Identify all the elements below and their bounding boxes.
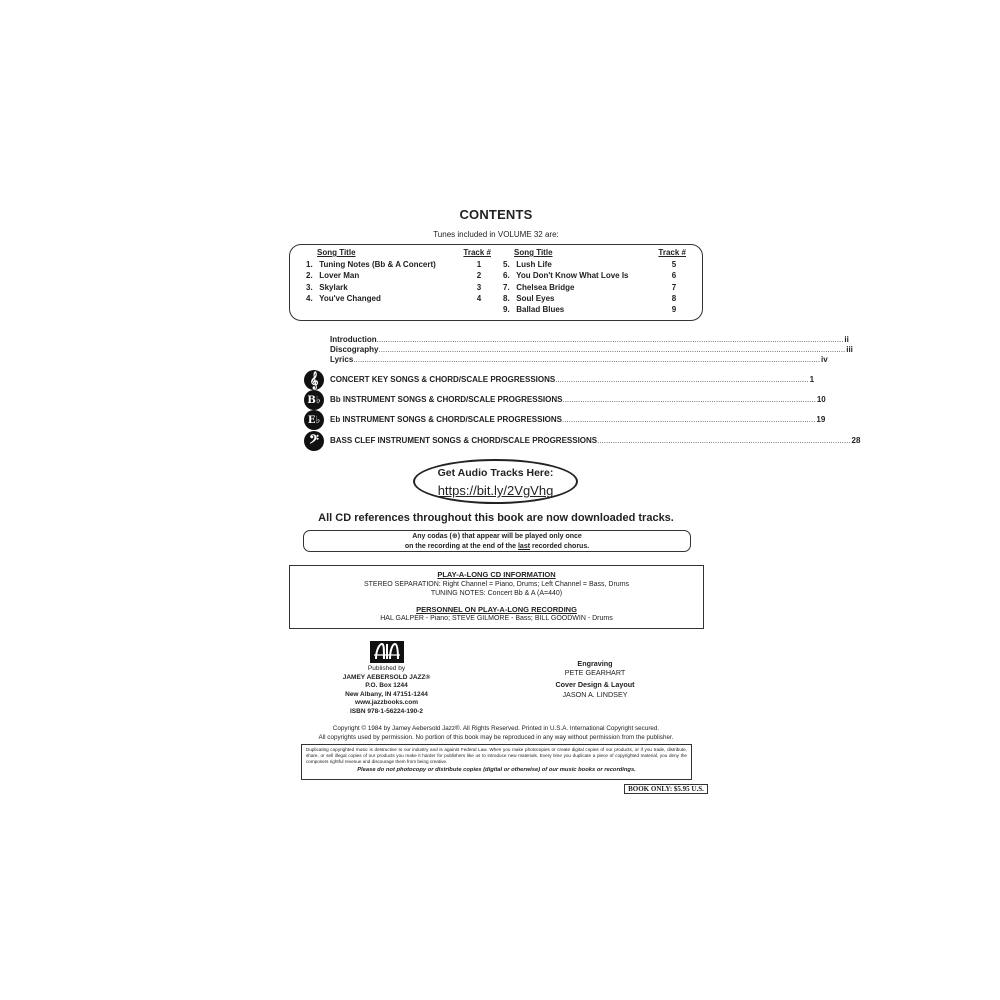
song-title: Ballad Blues [516, 305, 565, 315]
track-number: 5 [671, 260, 677, 269]
song-title: Lush Life [516, 260, 552, 269]
toc-label: Eb INSTRUMENT SONGS & CHORD/SCALE PROGRESSIONS [330, 415, 563, 424]
cd-info-tuning: TUNING NOTES: Concert Bb & A (A=440) [430, 590, 563, 597]
toc-page: iii [846, 345, 853, 354]
track-number: 3 [476, 282, 482, 292]
tunes-box [289, 244, 703, 321]
cover-label: Cover Design & Layout [555, 680, 635, 690]
published-by: Published by [367, 665, 406, 672]
toc-label: BASS CLEF INSTRUMENT SONGS & CHORD/SCALE PROGRESSIONS [330, 436, 598, 445]
tunes-header [503, 248, 686, 257]
toc-label: CONCERT KEY SONGS & CHORD/SCALE PROGRESSIONS [330, 375, 556, 384]
publisher-po-box: P.O. Box 1244 [365, 682, 408, 689]
tunes-column-left [306, 248, 491, 304]
toc-concert-key[interactable] [330, 375, 815, 384]
song-row [503, 304, 686, 315]
coda-note-pre: on the recording at the end of the [404, 542, 518, 550]
toc-lyrics[interactable] [330, 355, 828, 364]
cd-info-stereo: STEREO SEPARATION: Right Channel = Piano, Drums; Left Channel = Bass, Drums [363, 580, 630, 588]
song-row [306, 293, 491, 304]
song-title: You Don't Know What Love Is [516, 271, 629, 281]
e-flat-icon: E♭ [304, 410, 324, 430]
song-title: You've Changed [319, 293, 381, 303]
cover-name: JASON A. LINDSEY [562, 689, 628, 699]
price-tag: BOOK ONLY: $5.95 U.S. [624, 784, 708, 794]
toc-page: iv [821, 355, 828, 364]
toc-label: Introduction [330, 335, 377, 344]
leader-dots: .................................................................................................................................................................................................................. [376, 335, 844, 344]
toc-label: Bb INSTRUMENT SONGS & CHORD/SCALE PROGRESSIONS [330, 395, 563, 404]
coda-note-line2 [304, 542, 690, 552]
publisher-logo [370, 641, 404, 663]
coda-note-post: recorded chorus. [530, 542, 590, 550]
song-number: 4. [306, 293, 313, 303]
song-title: Lover Man [319, 271, 360, 281]
leader-dots: .................................................................................................................. [597, 436, 851, 445]
song-row [306, 270, 491, 281]
song-number: 7. [503, 282, 510, 292]
personnel-heading: PERSONNEL ON PLAY-A-LONG RECORDING [416, 604, 577, 614]
song-number: 2. [306, 271, 313, 281]
leader-dots: .................................................................................................................. [555, 375, 809, 384]
track-number: 2 [476, 271, 482, 281]
copyright-notice [0, 725, 992, 742]
audio-tracks-callout [413, 459, 578, 504]
song-row [306, 259, 491, 270]
coda-note-emphasis: last [517, 542, 531, 550]
track-number: 9 [671, 305, 677, 315]
toc-bass-clef[interactable] [330, 436, 861, 445]
track-header: Track # [658, 248, 686, 257]
credits [545, 659, 645, 699]
publisher-city: New Albany, IN 47151-1244 [345, 690, 428, 698]
song-row [306, 282, 491, 293]
coda-note-box [303, 530, 691, 552]
song-row [503, 270, 686, 281]
song-title: Tuning Notes (Bb & A Concert) [319, 260, 436, 269]
anti-piracy-emphasis: Please do not photocopy or distribute copies (digital or otherwise) of our music books or recordings. [357, 766, 636, 773]
toc-eb-instrument[interactable] [330, 415, 826, 424]
engraving-name: PETE GEARHART [564, 668, 626, 678]
toc-bb-instrument[interactable] [330, 395, 826, 404]
track-number: 1 [476, 260, 482, 269]
contents-title: CONTENTS [459, 207, 533, 222]
tunes-column-right [503, 248, 686, 315]
song-title: Skylark [319, 282, 348, 292]
leader-dots: .................................................................................................................................................................................................................. [378, 345, 846, 354]
song-number: 6. [503, 271, 510, 281]
song-title-header: Song Title [514, 248, 553, 257]
song-number: 1. [306, 260, 313, 269]
publisher-info [318, 665, 455, 716]
contents-subtitle: Tunes included in VOLUME 32 are: [433, 230, 559, 239]
audio-heading: Get Audio Tracks Here: [437, 467, 554, 479]
toc-page: 10 [816, 395, 826, 404]
cd-notice: All CD references throughout this book are now downloaded tracks. [318, 512, 674, 524]
engraving-label: Engraving [577, 659, 613, 668]
song-title-header: Song Title [317, 248, 356, 257]
toc-label: Discography [330, 345, 379, 354]
treble-clef-icon: 𝄞 [304, 370, 324, 390]
toc-discography[interactable] [330, 345, 853, 354]
coda-note-line1: Any codas (⊕) that appear will be played only once [412, 533, 582, 540]
audio-link[interactable]: https://bit.ly/2VgVhg [437, 483, 554, 498]
toc-label: Lyrics [330, 355, 354, 364]
publisher-isbn: ISBN 978-1-56224-190-2 [350, 707, 423, 715]
song-row [503, 282, 686, 293]
publisher-name: JAMEY AEBERSOLD JAZZ® [342, 673, 431, 681]
leader-dots: .................................................................................................................. [562, 395, 816, 404]
track-header: Track # [463, 248, 491, 257]
track-number: 8 [671, 293, 677, 303]
track-number: 4 [476, 293, 482, 303]
tunes-header [306, 248, 491, 257]
bass-clef-icon: 𝄢 [304, 431, 324, 451]
track-number: 7 [671, 282, 677, 292]
toc-page: 19 [816, 415, 826, 424]
toc-introduction[interactable] [330, 335, 849, 344]
song-title: Chelsea Bridge [516, 282, 575, 292]
publisher-web[interactable]: www.jazzbooks.com [355, 699, 418, 706]
copyright-line2: All copyrights used by permission. No portion of this book may be reproduced in any way without permission from the publisher. [318, 733, 674, 741]
song-number: 9. [503, 305, 510, 315]
b-flat-icon: B♭ [304, 390, 324, 410]
cd-info-box [289, 565, 704, 629]
song-row [503, 293, 686, 304]
song-title: Soul Eyes [516, 293, 555, 303]
personnel-list: HAL GALPER - Piano; STEVE GILMORE - Bass; BILL GOODWIN - Drums [380, 615, 613, 622]
toc-page: ii [844, 335, 849, 344]
toc-page: 1 [809, 375, 815, 384]
song-number: 5. [503, 260, 510, 269]
song-row [503, 259, 686, 270]
cd-info-heading: PLAY-A-LONG CD INFORMATION [437, 570, 556, 579]
song-number: 8. [503, 293, 510, 303]
song-number: 3. [306, 282, 313, 292]
leader-dots: .................................................................................................................................................................................................................. [353, 355, 821, 364]
track-number: 6 [671, 271, 677, 281]
anti-piracy-box [301, 744, 692, 780]
leader-dots: .................................................................................................................. [562, 415, 816, 424]
anti-piracy-text: Duplicating copyrighted music is destructive to our industry and is against Federal Law. When you make photocopies or create digital copies of our products, or if you trade, distribute, share, or sell illegal copies of our products you make it harder for publishers like us to introduce new materials. Every time you duplicate a piece of copyrighted material, you deny the composers rightful revenue and discourage them from being creative. [306, 747, 687, 765]
copyright-line1: Copyright © 1984 by Jamey Aebersold Jazz®. All Rights Reserved. Printed in U.S.A. International Copyright secured. [332, 725, 660, 732]
toc-page: 28 [851, 436, 861, 445]
